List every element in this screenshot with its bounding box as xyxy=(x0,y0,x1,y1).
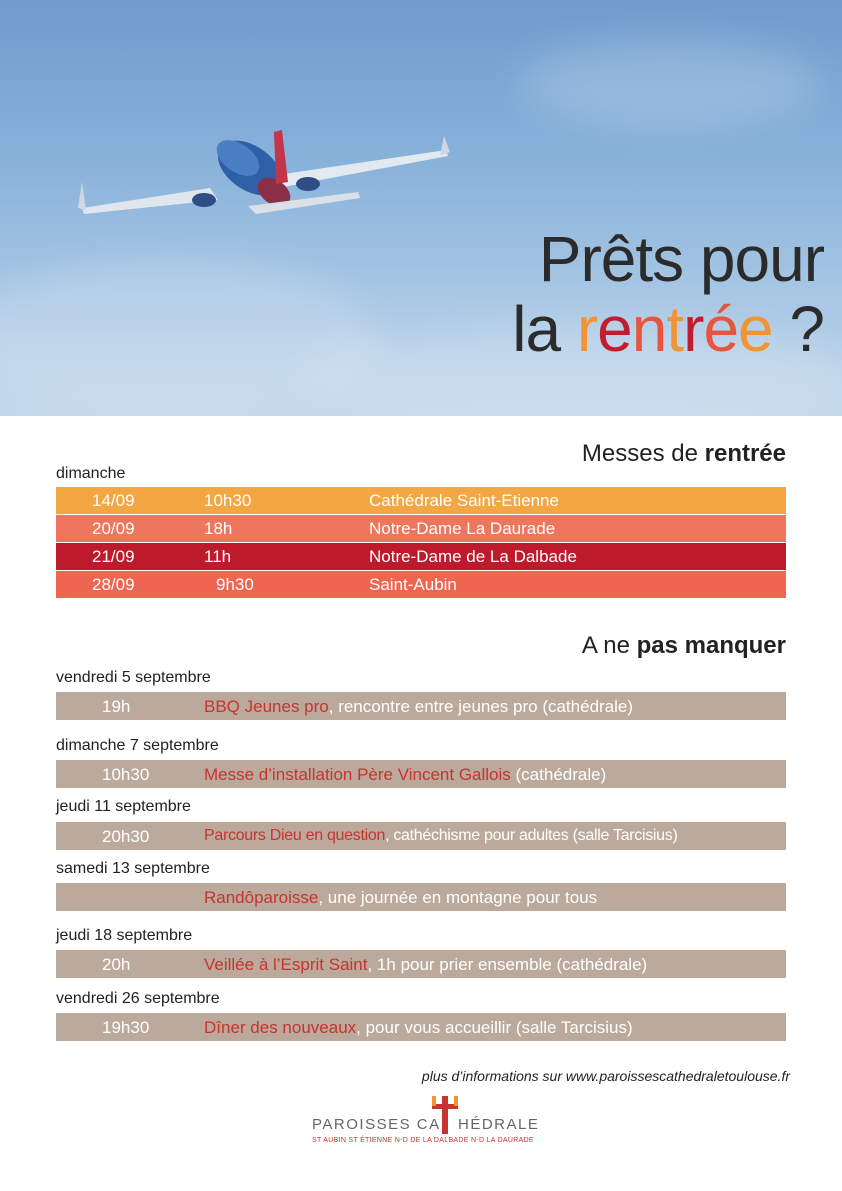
sky-photo xyxy=(0,0,842,416)
messes-time: 18h xyxy=(204,519,233,538)
messes-time: 10h30 xyxy=(204,491,252,510)
event-description: , pour vous accueillir (salle Tarcisius) xyxy=(356,1018,633,1037)
headline-accent-word xyxy=(577,293,773,365)
logo-subtitle: ST AUBIN ST ÉTIENNE N-D DE LA DALBADE N-D LA DAURADE xyxy=(312,1137,534,1144)
event-time: 10h30 xyxy=(102,765,150,784)
event-time: 19h30 xyxy=(102,1018,150,1037)
messes-title xyxy=(582,440,786,468)
event-row xyxy=(56,1013,786,1041)
messes-title-prefix: Messes de xyxy=(581,440,705,467)
headline-accent-letter: r xyxy=(576,293,598,365)
event-row xyxy=(56,822,786,850)
event-day-label: jeudi 11 septembre xyxy=(56,798,191,815)
event-day-label: vendredi 5 septembre xyxy=(56,669,211,686)
event-description: (cathédrale) xyxy=(510,765,607,784)
headline-line-2 xyxy=(512,292,824,366)
headline-line-1: Prêts pour xyxy=(538,223,824,295)
headline-accent-letter: e xyxy=(738,293,773,365)
event-row xyxy=(56,950,786,978)
event-text xyxy=(204,697,633,717)
event-day-label: vendredi 26 septembre xyxy=(56,990,220,1007)
messes-title-bold: rentrée xyxy=(704,440,786,467)
event-description: , une journée en montagne pour tous xyxy=(318,888,598,907)
headline-accent-letter: n xyxy=(631,293,667,365)
messes-place: Notre-Dame La Daurade xyxy=(369,519,556,538)
event-time: 19h xyxy=(102,697,131,716)
event-day-label: jeudi 18 septembre xyxy=(56,927,193,944)
event-time: 20h xyxy=(102,955,131,974)
messes-date: 14/09 xyxy=(92,491,135,510)
event-row xyxy=(56,883,786,911)
messes-date: 28/09 xyxy=(92,575,135,594)
paroisses-logo xyxy=(312,1092,540,1152)
event-text xyxy=(204,765,606,785)
headline-suffix: ? xyxy=(772,293,824,365)
messes-time: 9h30 xyxy=(216,575,254,594)
event-day-label: samedi 13 septembre xyxy=(56,860,210,877)
event-title: Parcours Dieu en question xyxy=(204,827,386,844)
messes-date: 20/09 xyxy=(92,519,135,538)
headline-accent-letter: r xyxy=(683,293,704,365)
event-day-label: dimanche 7 septembre xyxy=(56,737,219,754)
logo-text-left: PAROISSES CA xyxy=(312,1116,441,1133)
event-title: Veillée à l’Esprit Saint xyxy=(204,955,368,974)
messes-row xyxy=(56,571,786,598)
airplane-image xyxy=(78,122,458,242)
event-title: Randôparoisse xyxy=(204,888,319,907)
events-title-prefix: A ne xyxy=(581,632,637,659)
event-text xyxy=(204,1018,633,1038)
headline-accent-letter: e xyxy=(597,293,632,365)
event-description: , cathéchisme pour adultes (salle Tarcisius) xyxy=(385,827,678,844)
event-text xyxy=(204,955,647,975)
event-row xyxy=(56,760,786,788)
messes-row xyxy=(56,543,786,570)
event-description: , 1h pour prier ensemble (cathédrale) xyxy=(367,955,648,974)
messes-day-label: dimanche xyxy=(56,465,126,482)
messes-row xyxy=(56,515,786,542)
event-description: , rencontre entre jeunes pro (cathédrale) xyxy=(328,697,634,716)
messes-place: Cathédrale Saint-Etienne xyxy=(369,491,559,510)
messes-row xyxy=(56,487,786,514)
events-title xyxy=(582,632,786,660)
messes-date: 21/09 xyxy=(92,547,135,566)
logo-text-right: HÉDRALE xyxy=(458,1116,540,1133)
event-title: Dîner des nouveaux xyxy=(204,1018,357,1037)
messes-place: Notre-Dame de La Dalbade xyxy=(369,547,577,566)
headline-prefix: la xyxy=(512,293,577,365)
messes-time: 11h xyxy=(204,547,232,566)
event-title: BBQ Jeunes pro xyxy=(204,697,329,716)
event-time: 20h30 xyxy=(102,827,150,846)
event-text xyxy=(204,827,677,845)
messes-place: Saint-Aubin xyxy=(369,575,457,594)
headline-accent-letter: t xyxy=(666,293,684,365)
event-row xyxy=(56,692,786,720)
event-title: Messe d’installation Père Vincent Gallois xyxy=(204,765,511,784)
events-title-bold: pas manquer xyxy=(636,632,786,659)
footer-note: plus d’informations sur www.paroissescathedraletoulouse.fr xyxy=(421,1068,790,1084)
headline-accent-letter: é xyxy=(703,293,739,365)
event-text xyxy=(204,888,597,908)
